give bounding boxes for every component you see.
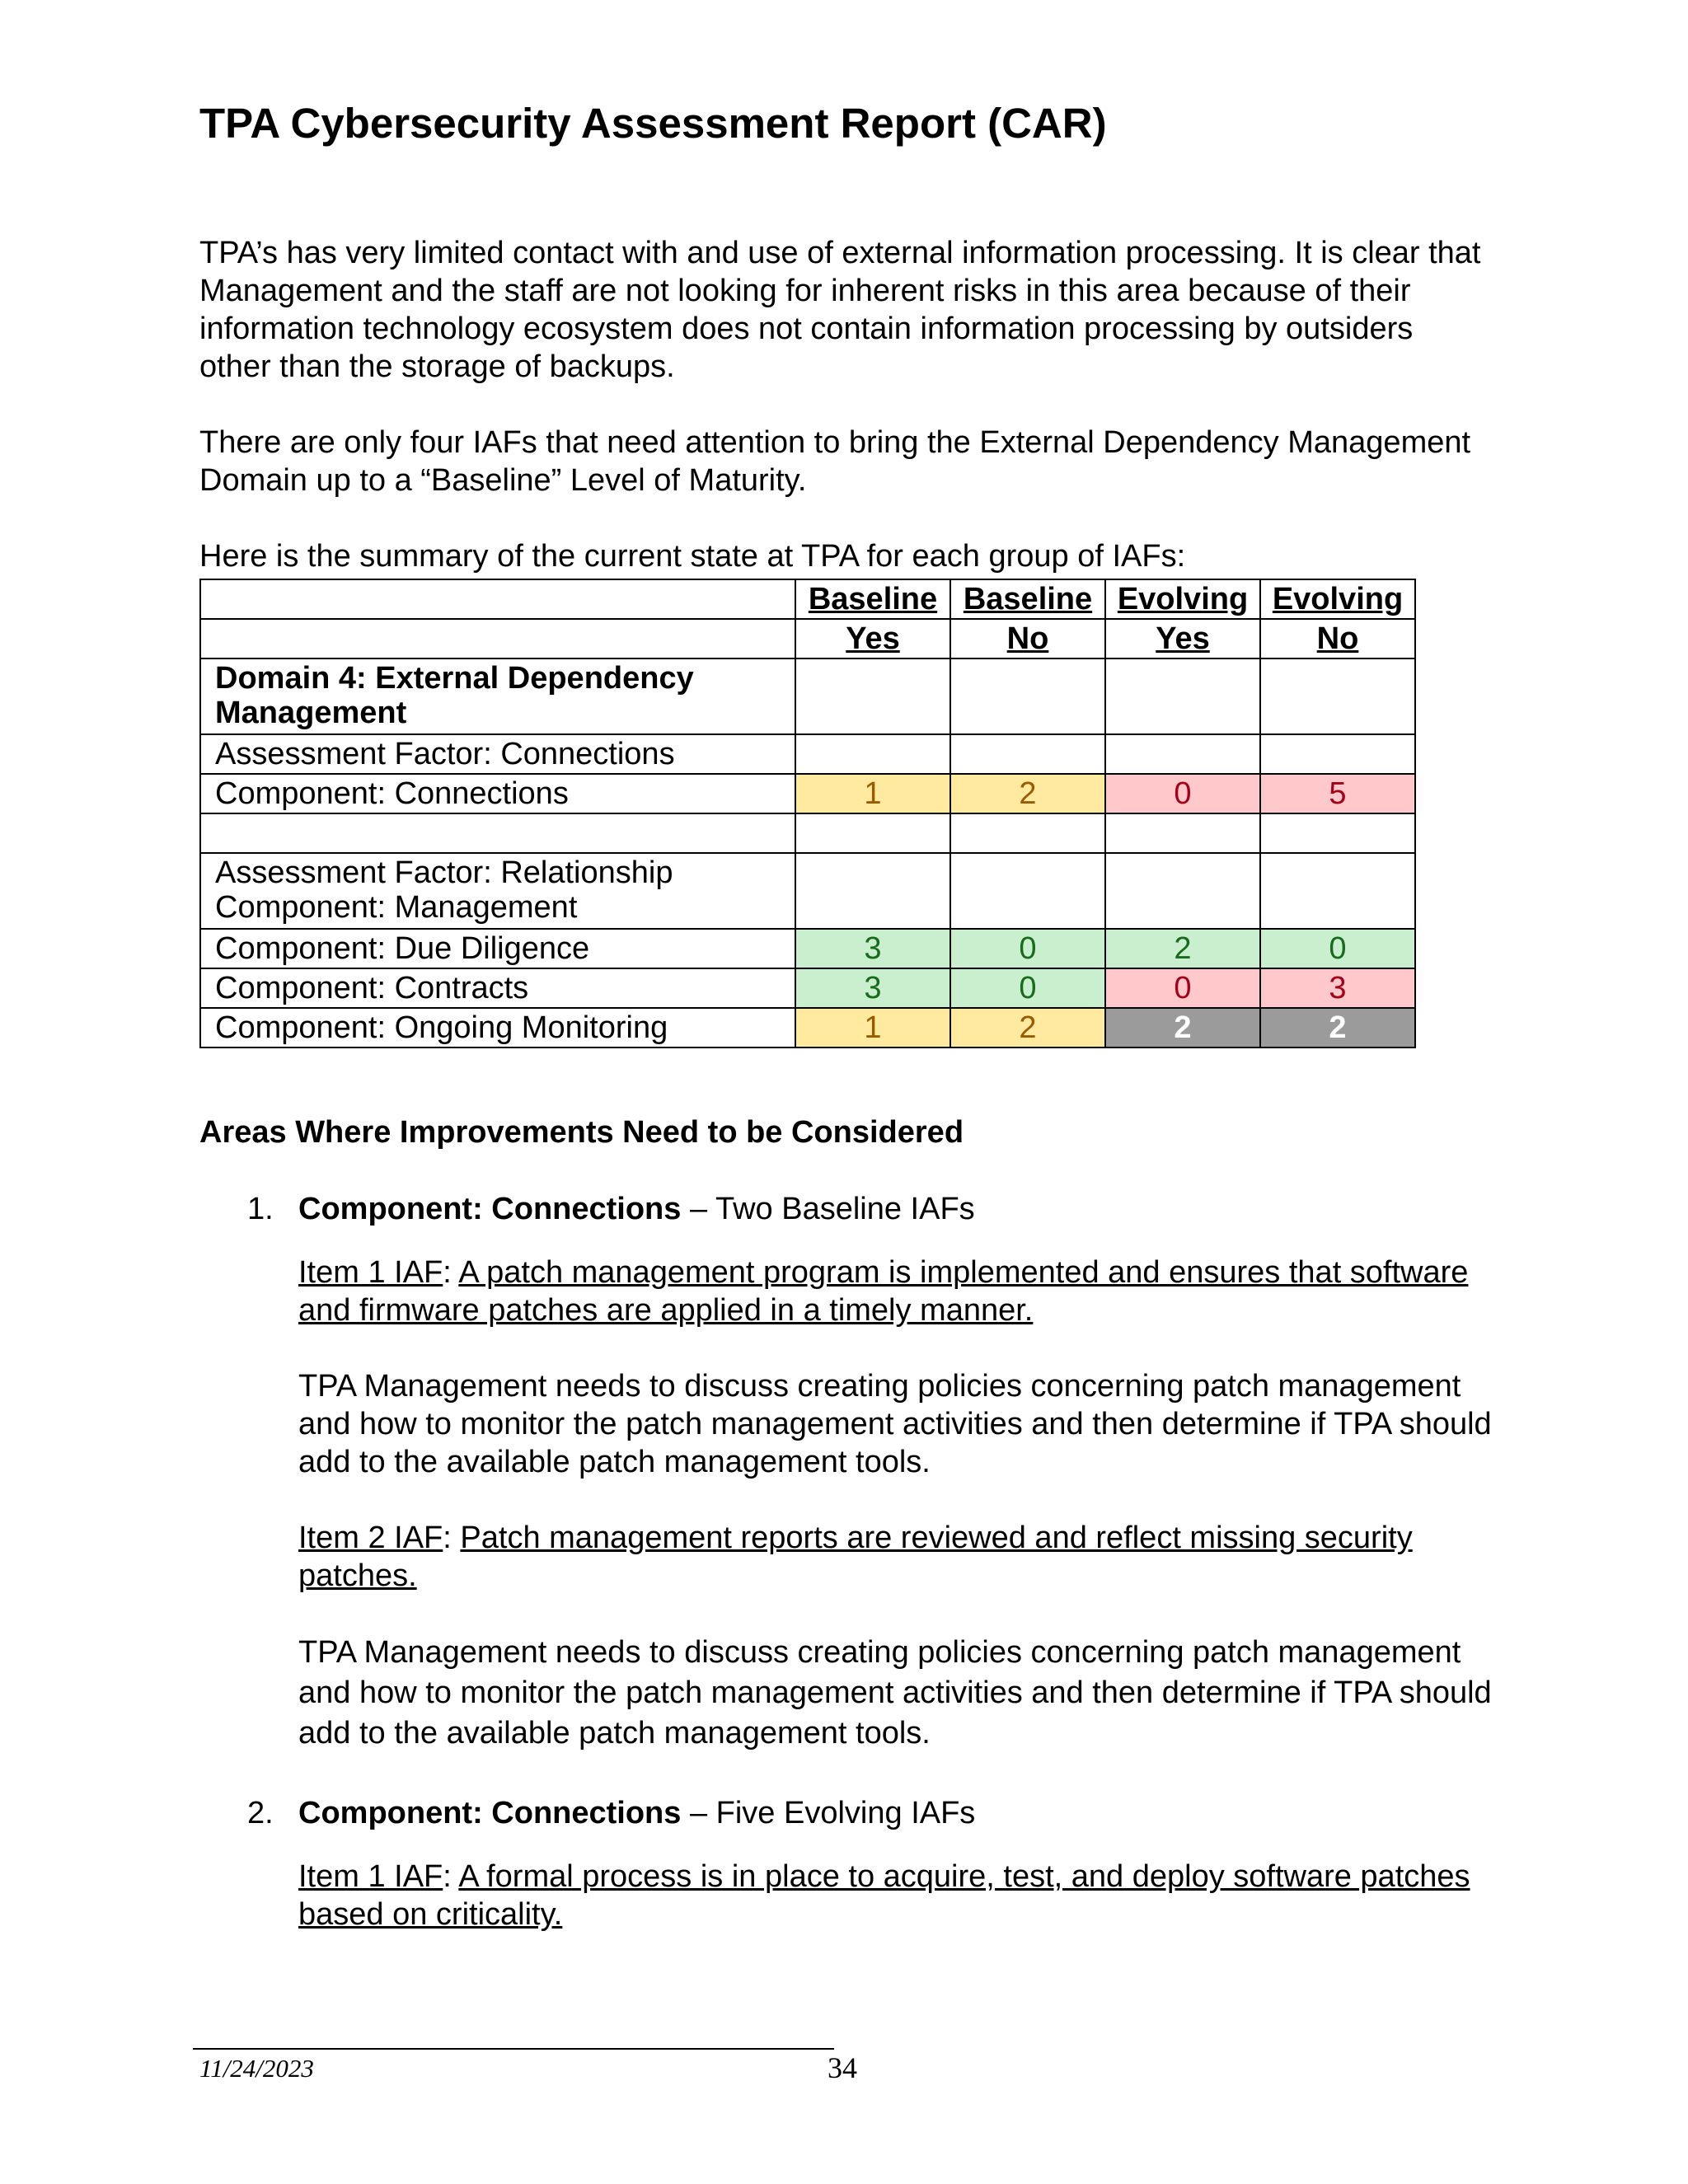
section-heading: Areas Where Improvements Need to be Considered bbox=[199, 1115, 964, 1150]
value-cell bbox=[950, 853, 1105, 929]
list-heading-rest: – Two Baseline IAFs bbox=[681, 1192, 975, 1226]
list-number: 1. bbox=[247, 1192, 274, 1226]
value-cell: 2 bbox=[1260, 1008, 1415, 1047]
list-number: 2. bbox=[247, 1796, 274, 1830]
iaf-statement: Item 1 IAF: A formal process is in place to acquire, test, and deploy software patches based on criticality. bbox=[298, 1859, 1470, 1932]
value-cell: 3 bbox=[795, 968, 950, 1008]
table-row bbox=[200, 774, 1415, 813]
header-cell: No bbox=[950, 619, 1105, 658]
value-cell bbox=[1260, 813, 1415, 853]
row-label: Assessment Factor: Relationship Component: Management bbox=[200, 853, 795, 929]
value-cell bbox=[1105, 734, 1260, 774]
iaf-statement: Item 2 IAF: Patch management reports are reviewed and reflect missing security patches. bbox=[298, 1521, 1413, 1593]
row-label: Component: Contracts bbox=[200, 968, 795, 1008]
list-item bbox=[247, 1190, 975, 1228]
value-cell: 2 bbox=[950, 1008, 1105, 1047]
value-cell bbox=[795, 853, 950, 929]
value-cell: 3 bbox=[1260, 968, 1415, 1008]
value-cell: 0 bbox=[1105, 774, 1260, 813]
table-row bbox=[200, 734, 1415, 774]
summary-table bbox=[199, 579, 1416, 1048]
header-cell: Evolving bbox=[1105, 579, 1260, 619]
header-blank-cell bbox=[200, 579, 795, 619]
value-cell bbox=[950, 658, 1105, 734]
footer-rule bbox=[193, 2048, 834, 2050]
table-row bbox=[200, 853, 1415, 929]
row-label: Component: Connections bbox=[200, 774, 795, 813]
value-cell: 3 bbox=[795, 929, 950, 968]
value-cell: 0 bbox=[1260, 929, 1415, 968]
intro-paragraph-1: TPA’s has very limited contact with and use of external information processing. It is clear that Management and the staff are not looking for inherent risks in this area because of their information technology ecosystem does not contain information processing by outsiders other than the storage of backups. bbox=[199, 236, 1481, 384]
value-cell: 2 bbox=[1105, 929, 1260, 968]
list-item bbox=[247, 1794, 975, 1832]
table-intro: Here is the summary of the current state at TPA for each group of IAFs: bbox=[199, 539, 1186, 574]
page-number: 34 bbox=[828, 2051, 857, 2084]
value-cell bbox=[950, 734, 1105, 774]
row-label: Component: Ongoing Monitoring bbox=[200, 1008, 795, 1047]
value-cell bbox=[795, 813, 950, 853]
value-cell bbox=[1105, 813, 1260, 853]
value-cell: 2 bbox=[1105, 1008, 1260, 1047]
iaf-response: TPA Management needs to discuss creating policies concerning patch management and how to monitor the patch management activities and then determine if TPA should add to the available patch management tools. bbox=[298, 1635, 1492, 1750]
header-cell: Evolving bbox=[1260, 579, 1415, 619]
iaf-text: A patch management program is implemented and ensures that software and firmware patches are applied in a timely manner. bbox=[298, 1255, 1469, 1328]
header-blank-cell bbox=[200, 619, 795, 658]
page-title: TPA Cybersecurity Assessment Report (CAR) bbox=[199, 100, 1107, 147]
iaf-statement: Item 1 IAF: A patch management program is implemented and ensures that software and firmware patches are applied in a timely manner. bbox=[298, 1255, 1469, 1328]
list-heading-rest: – Five Evolving IAFs bbox=[681, 1796, 976, 1830]
domain-label: Domain 4: External Dependency Management bbox=[200, 658, 795, 734]
row-label: Assessment Factor: Connections bbox=[200, 734, 795, 774]
value-cell: 5 bbox=[1260, 774, 1415, 813]
iaf-text: A formal process is in place to acquire, test, and deploy software patches based on criticality. bbox=[298, 1859, 1470, 1932]
row-label: Component: Due Diligence bbox=[200, 929, 795, 968]
value-cell bbox=[950, 813, 1105, 853]
value-cell bbox=[795, 658, 950, 734]
value-cell bbox=[1260, 658, 1415, 734]
list-heading-bold: Component: Connections bbox=[298, 1192, 682, 1226]
value-cell bbox=[1260, 853, 1415, 929]
iaf-label: Item 2 IAF bbox=[298, 1521, 443, 1555]
table-row bbox=[200, 968, 1415, 1008]
header-cell: Baseline bbox=[950, 579, 1105, 619]
value-cell bbox=[1105, 853, 1260, 929]
intro-paragraph-2: There are only four IAFs that need attention to bring the External Dependency Management Domain up to a “Baseline” Level of Maturity. bbox=[199, 425, 1471, 498]
table-row bbox=[200, 1008, 1415, 1047]
header-cell: Yes bbox=[1105, 619, 1260, 658]
value-cell: 0 bbox=[950, 968, 1105, 1008]
header-cell: Yes bbox=[795, 619, 950, 658]
table-header-row bbox=[200, 619, 1415, 658]
iaf-text: Patch management reports are reviewed and reflect missing security patches. bbox=[298, 1521, 1413, 1593]
value-cell bbox=[1260, 734, 1415, 774]
list-heading-bold: Component: Connections bbox=[298, 1796, 682, 1830]
iaf-label: Item 1 IAF bbox=[298, 1255, 443, 1290]
value-cell: 0 bbox=[1105, 968, 1260, 1008]
value-cell: 0 bbox=[950, 929, 1105, 968]
iaf-response: TPA Management needs to discuss creating policies concerning patch management and how to monitor the patch management activities and then determine if TPA should add to the available patch management tools. bbox=[298, 1369, 1492, 1479]
table-header-row bbox=[200, 579, 1415, 619]
row-label bbox=[200, 813, 795, 853]
value-cell bbox=[1105, 658, 1260, 734]
value-cell: 2 bbox=[950, 774, 1105, 813]
iaf-label: Item 1 IAF bbox=[298, 1859, 443, 1894]
footer-date: 11/24/2023 bbox=[199, 2054, 314, 2083]
header-cell: No bbox=[1260, 619, 1415, 658]
table-row bbox=[200, 658, 1415, 734]
value-cell: 1 bbox=[795, 1008, 950, 1047]
header-cell: Baseline bbox=[795, 579, 950, 619]
value-cell: 1 bbox=[795, 774, 950, 813]
value-cell bbox=[795, 734, 950, 774]
table-row bbox=[200, 929, 1415, 968]
table-row bbox=[200, 813, 1415, 853]
